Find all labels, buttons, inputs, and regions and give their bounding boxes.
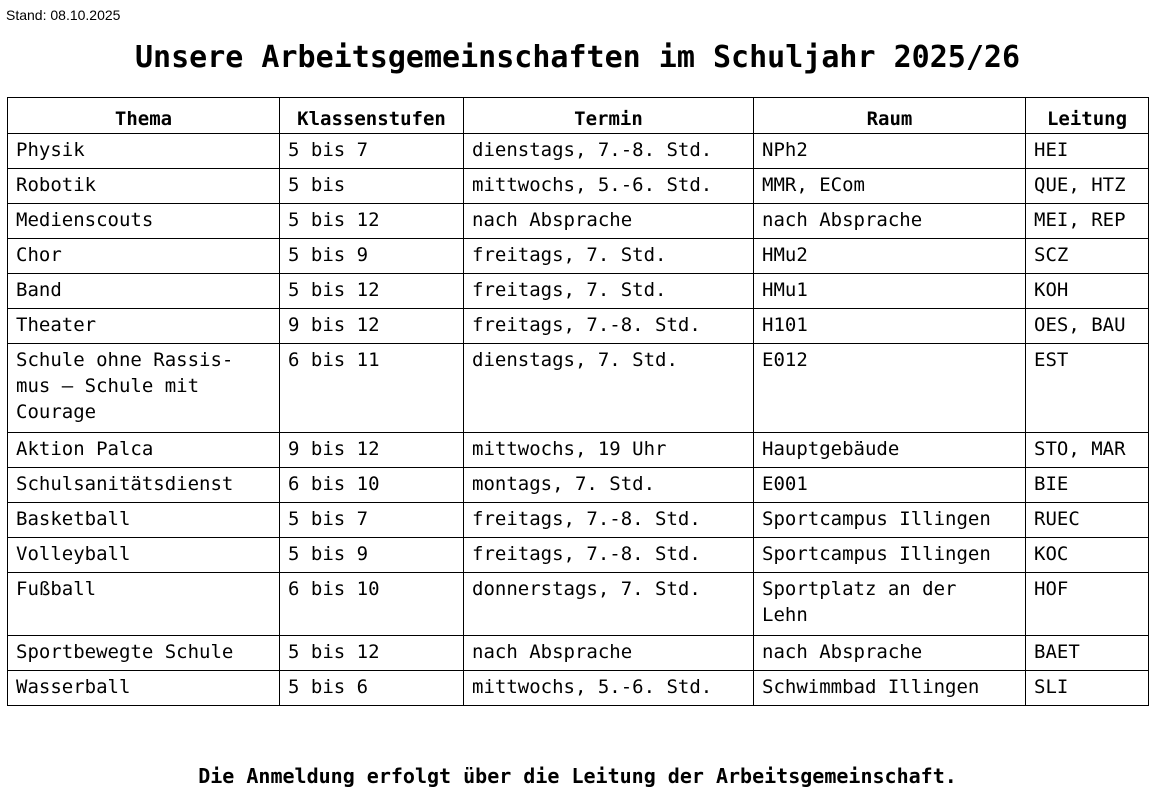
table-row <box>8 344 1149 433</box>
cell-klassenstufen: 6 bis 10 <box>280 573 464 636</box>
cell-termin: montags, 7. Std. <box>464 468 754 503</box>
cell-raum: H101 <box>754 309 1026 344</box>
table-row <box>8 538 1149 573</box>
cell-raum: Hauptgebäude <box>754 433 1026 468</box>
cell-termin: donnerstags, 7. Std. <box>464 573 754 636</box>
cell-raum: Sportcampus Illingen <box>754 538 1026 573</box>
cell-thema: Robotik <box>8 169 280 204</box>
cell-thema: Aktion Palca <box>8 433 280 468</box>
cell-klassenstufen: 6 bis 10 <box>280 468 464 503</box>
cell-klassenstufen: 5 bis 9 <box>280 239 464 274</box>
cell-leitung: RUEC <box>1026 503 1149 538</box>
cell-leitung: HEI <box>1026 134 1149 169</box>
cell-klassenstufen: 5 bis 12 <box>280 204 464 239</box>
cell-termin: nach Absprache <box>464 636 754 671</box>
cell-thema: Band <box>8 274 280 309</box>
table-row <box>8 309 1149 344</box>
cell-leitung: SLI <box>1026 671 1149 706</box>
cell-thema: Sportbewegte Schule <box>8 636 280 671</box>
cell-raum: Sportcampus Illingen <box>754 503 1026 538</box>
cell-termin: nach Absprache <box>464 204 754 239</box>
cell-leitung: KOC <box>1026 538 1149 573</box>
cell-leitung: KOH <box>1026 274 1149 309</box>
cell-raum: HMu2 <box>754 239 1026 274</box>
cell-klassenstufen: 5 bis 9 <box>280 538 464 573</box>
page-title: Unsere Arbeitsgemeinschaften im Schuljahr 2025/26 <box>134 40 1020 75</box>
table-row <box>8 636 1149 671</box>
cell-termin: freitags, 7.-8. Std. <box>464 538 754 573</box>
header-termin: Termin <box>464 98 754 134</box>
cell-klassenstufen: 5 bis 12 <box>280 636 464 671</box>
cell-raum: Sportplatz an der Lehn <box>754 573 1026 636</box>
cell-raum: nach Absprache <box>754 636 1026 671</box>
cell-termin: mittwochs, 5.-6. Std. <box>464 169 754 204</box>
header-leitung: Leitung <box>1026 98 1149 134</box>
table-row <box>8 169 1149 204</box>
cell-leitung: STO, MAR <box>1026 433 1149 468</box>
registration-note: Die Anmeldung erfolgt über die Leitung der Arbeitsgemeinschaft. <box>198 764 957 788</box>
cell-termin: mittwochs, 19 Uhr <box>464 433 754 468</box>
cell-klassenstufen: 5 bis 7 <box>280 503 464 538</box>
cell-klassenstufen: 9 bis 12 <box>280 433 464 468</box>
cell-raum: E012 <box>754 344 1026 433</box>
cell-raum: nach Absprache <box>754 204 1026 239</box>
cell-thema: Schulsanitätsdienst <box>8 468 280 503</box>
table-row <box>8 239 1149 274</box>
table-row <box>8 671 1149 706</box>
cell-raum: HMu1 <box>754 274 1026 309</box>
cell-klassenstufen: 5 bis 12 <box>280 274 464 309</box>
cell-termin: dienstags, 7. Std. <box>464 344 754 433</box>
table-row <box>8 433 1149 468</box>
cell-thema: Medienscouts <box>8 204 280 239</box>
cell-raum: MMR, ECom <box>754 169 1026 204</box>
table-row <box>8 468 1149 503</box>
cell-raum: NPh2 <box>754 134 1026 169</box>
cell-thema: Basketball <box>8 503 280 538</box>
cell-thema: Chor <box>8 239 280 274</box>
cell-termin: freitags, 7.-8. Std. <box>464 309 754 344</box>
cell-raum: E001 <box>754 468 1026 503</box>
table-row <box>8 204 1149 239</box>
stand-date: Stand: 08.10.2025 <box>6 7 121 23</box>
cell-thema: Fußball <box>8 573 280 636</box>
ag-table <box>7 97 1149 706</box>
cell-leitung: SCZ <box>1026 239 1149 274</box>
cell-thema: Schule ohne Rassis- mus – Schule mit Courage <box>8 344 280 433</box>
cell-raum: Schwimmbad Illingen <box>754 671 1026 706</box>
cell-klassenstufen: 5 bis 6 <box>280 671 464 706</box>
header-raum: Raum <box>754 98 1026 134</box>
cell-termin: mittwochs, 5.-6. Std. <box>464 671 754 706</box>
table-row <box>8 134 1149 169</box>
cell-leitung: QUE, HTZ <box>1026 169 1149 204</box>
cell-thema: Volleyball <box>8 538 280 573</box>
cell-termin: dienstags, 7.-8. Std. <box>464 134 754 169</box>
cell-thema: Physik <box>8 134 280 169</box>
cell-termin: freitags, 7.-8. Std. <box>464 503 754 538</box>
table-row <box>8 503 1149 538</box>
cell-termin: freitags, 7. Std. <box>464 239 754 274</box>
table-row <box>8 274 1149 309</box>
cell-klassenstufen: 5 bis 7 <box>280 134 464 169</box>
cell-thema: Wasserball <box>8 671 280 706</box>
cell-thema: Theater <box>8 309 280 344</box>
cell-leitung: HOF <box>1026 573 1149 636</box>
cell-leitung: EST <box>1026 344 1149 433</box>
table-header-row <box>8 98 1149 134</box>
cell-termin: freitags, 7. Std. <box>464 274 754 309</box>
cell-leitung: MEI, REP <box>1026 204 1149 239</box>
header-thema: Thema <box>8 98 280 134</box>
cell-leitung: BIE <box>1026 468 1149 503</box>
cell-klassenstufen: 9 bis 12 <box>280 309 464 344</box>
cell-klassenstufen: 6 bis 11 <box>280 344 464 433</box>
cell-klassenstufen: 5 bis <box>280 169 464 204</box>
header-klassenstufen: Klassenstufen <box>280 98 464 134</box>
cell-leitung: BAET <box>1026 636 1149 671</box>
cell-leitung: OES, BAU <box>1026 309 1149 344</box>
table-row <box>8 573 1149 636</box>
